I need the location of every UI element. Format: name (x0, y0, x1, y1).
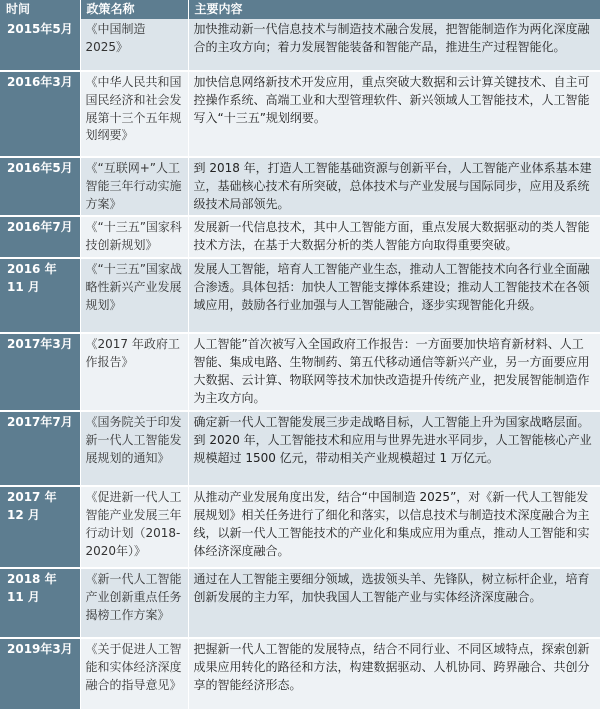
row-policy-name: 《“十三五”国家战略性新兴产业发展规划》 (80, 258, 188, 333)
row-content: 通过在人工智能主要细分领域，选拔领头羊、先锋队，树立标杆企业，培育创新发展的主力军，加快我国人工智能产业与实体经济深度融合。 (188, 568, 600, 638)
row-policy-name: 《2017 年政府工作报告》 (80, 333, 188, 411)
row-policy-name: 《中国制造 2025》 (80, 19, 188, 71)
row-time: 2017年7月 (0, 411, 80, 486)
table-row (0, 19, 600, 71)
row-content: 加快信息网络新技术开发应用，重点突破大数据和云计算关键技术、自主可控操作系统、高端工业和大型管理软件、新兴领域人工智能技术，人工智能写入“十三五”规划纲要。 (188, 71, 600, 157)
row-policy-name: 《“互联网+”人工智能三年行动实施方案》 (80, 157, 188, 216)
table-row (0, 157, 600, 216)
row-policy-name: 《关于促进人工智能和实体经济深度融合的指导意见》 (80, 638, 188, 710)
row-content: 发展人工智能，培育人工智能产业生态，推动人工智能技术向各行业全面融合渗透。具体包括：加快人工智能支撑体系建设；推动人工智能技术在各领域应用，鼓励各行业加强与人工智能融合，逐步实现智能化升级。 (188, 258, 600, 333)
table-row (0, 486, 600, 568)
row-content: 人工智能”首次被写入全国政府工作报告：一方面要加快培育新材料、人工智能、集成电路、生物制药、第五代移动通信等新兴产业，另一方面要应用大数据、云计算、物联网等技术加快改造提升传统产业，把发展智能制造作为主攻方向。 (188, 333, 600, 411)
header-name: 政策名称 (80, 0, 188, 19)
table-row (0, 258, 600, 333)
table-header-row (0, 0, 600, 19)
row-policy-name: 《新一代人工智能产业创新重点任务揭榜工作方案》 (80, 568, 188, 638)
row-content: 发展新一代信息技术，其中人工智能方面，重点发展大数据驱动的类人智能技术方法，在基于大数据分析的类人智能方向取得重要突破。 (188, 216, 600, 258)
row-content: 到 2018 年，打造人工智能基础资源与创新平台，人工智能产业体系基本建立，基础核心技术有所突破，总体技术与产业发展与国际同步，应用及系统级技术局部领先。 (188, 157, 600, 216)
table-row (0, 71, 600, 157)
row-policy-name: 《“十三五”国家科技创新规划》 (80, 216, 188, 258)
table-row (0, 638, 600, 710)
row-time: 2015年5月 (0, 19, 80, 71)
row-time: 2017 年 12 月 (0, 486, 80, 568)
header-time: 时间 (0, 0, 80, 19)
header-content: 主要内容 (188, 0, 600, 19)
row-content: 把握新一代人工智能的发展特点，结合不同行业、不同区域特点，探索创新成果应用转化的路径和方法，构建数据驱动、人机协同、跨界融合、共创分享的智能经济形态。 (188, 638, 600, 710)
row-time: 2019年3月 (0, 638, 80, 710)
table-row (0, 216, 600, 258)
row-policy-name: 《国务院关于印发新一代人工智能发展规划的通知》 (80, 411, 188, 486)
row-time: 2016年3月 (0, 71, 80, 157)
table-row (0, 568, 600, 638)
row-policy-name: 《促进新一代人工智能产业发展三年行动计划（2018-2020年）》 (80, 486, 188, 568)
row-content: 确定新一代人工智能发展三步走战略目标，人工智能上升为国家战略层面。到 2020 年，人工智能技术和应用与世界先进水平同步，人工智能核心产业规模超过 1500 亿元，带动相关产业规模超过 1 万亿元。 (188, 411, 600, 486)
row-time: 2017年3月 (0, 333, 80, 411)
row-time: 2016年7月 (0, 216, 80, 258)
table-row (0, 411, 600, 486)
table-row (0, 333, 600, 411)
row-time: 2016 年 11 月 (0, 258, 80, 333)
row-content: 从推动产业发展角度出发，结合“中国制造 2025”，对《新一代人工智能发展规划》相关任务进行了细化和落实，以信息技术与制造技术深度融合为主线，以新一代人工智能技术的产业化和集成应用为重点，推动人工智能和实体经济深度融合。 (188, 486, 600, 568)
row-policy-name: 《中华人民共和国国民经济和社会发展第十三个五年规划纲要》 (80, 71, 188, 157)
row-time: 2018 年 11 月 (0, 568, 80, 638)
row-content: 加快推动新一代信息技术与制造技术融合发展，把智能制造作为两化深度融合的主攻方向；着力发展智能装备和智能产品，推进生产过程智能化。 (188, 19, 600, 71)
row-time: 2016年5月 (0, 157, 80, 216)
